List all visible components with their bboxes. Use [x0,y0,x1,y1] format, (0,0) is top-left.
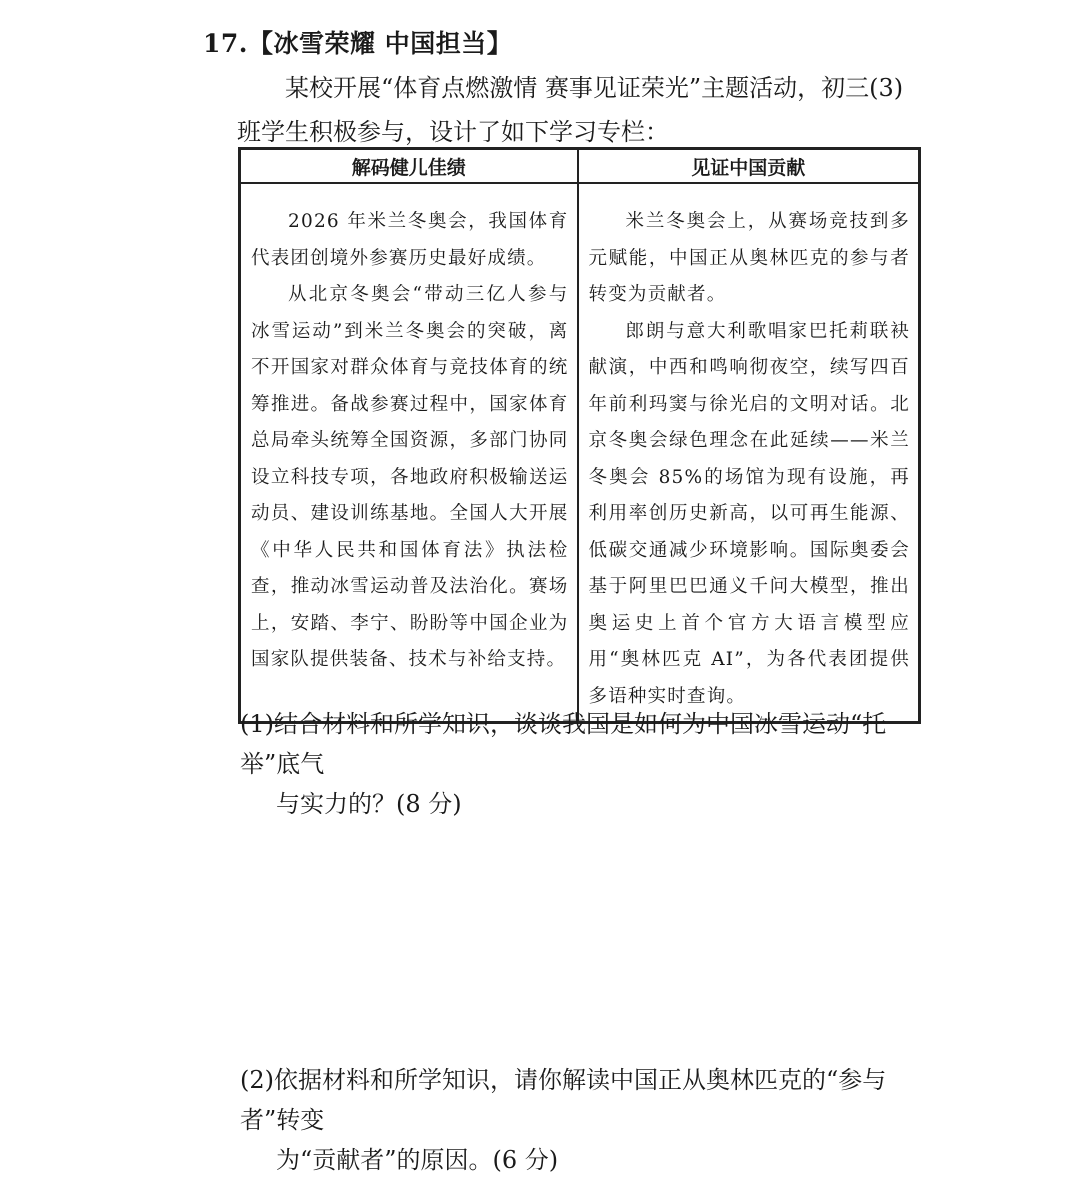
contributions-paragraph: 米兰冬奥会上，从赛场竞技到多元赋能，中国正从奥林匹克的参与者转变为贡献者。 [588,211,910,305]
contributions-paragraph: 郎朗与意大利歌唱家巴托莉联袂献演，中西和鸣响彻夜空，续写四百年前利玛窦与徐光启的文明对话。北京冬奥会绿色理念在此延续——米兰冬奥会 85%的场馆为现有设施，再利用率创历史新高，以可再生能源、低碳交通减少环境影响。国际奥委会基于阿里巴巴通义千问大模型，推出奥运史上首个官方大语言模型应用“奥林匹克 AI”，为各代表团提供多语种实时查询。 [588,320,910,707]
study-column-table [238,147,921,724]
column-header-contributions: 见证中国贡献 [578,149,920,184]
column-contributions [578,183,920,723]
sub-question-2-line1: (2)依据材料和所学知识，请你解读中国正从奥林匹克的“参与者”转变 [240,1066,887,1134]
column-achievements [240,183,578,723]
sub-question-2-line2: 为“贡献者”的原因。(6 分) [276,1146,559,1174]
question-intro: 某校开展“体育点燃激情 赛事见证荣光”主题活动，初三(3)班学生积极参与，设计了如下学习专栏： [237,74,904,146]
question-title: 17.【冰雪荣耀 中国担当】 [203,29,513,58]
achievements-paragraph: 2026 年米兰冬奥会，我国体育代表团创境外参赛历史最好成绩。 [251,211,569,269]
sub-question-1-line2: 与实力的？(8 分) [276,790,462,818]
achievements-paragraph: 从北京冬奥会“带动三亿人参与冰雪运动”到米兰冬奥会的突破，离不开国家对群众体育与竞技体育的统筹推进。备战参赛过程中，国家体育总局牵头统筹全国资源，多部门协同设立科技专项，各地政府积极输送运动员、建设训练基地。全国人大开展《中华人民共和国体育法》执法检查，推动冰雪运动普及法治化。赛场上，安踏、李宁、盼盼等中国企业为国家队提供装备、技术与补给支持。 [251,284,569,670]
sub-question-2 [240,1060,930,1180]
sub-question-1-line1: (1)结合材料和所学知识，谈谈我国是如何为中国冰雪运动“托举”底气 [240,710,887,778]
sub-question-1 [240,704,930,824]
column-header-achievements: 解码健儿佳绩 [240,149,578,184]
